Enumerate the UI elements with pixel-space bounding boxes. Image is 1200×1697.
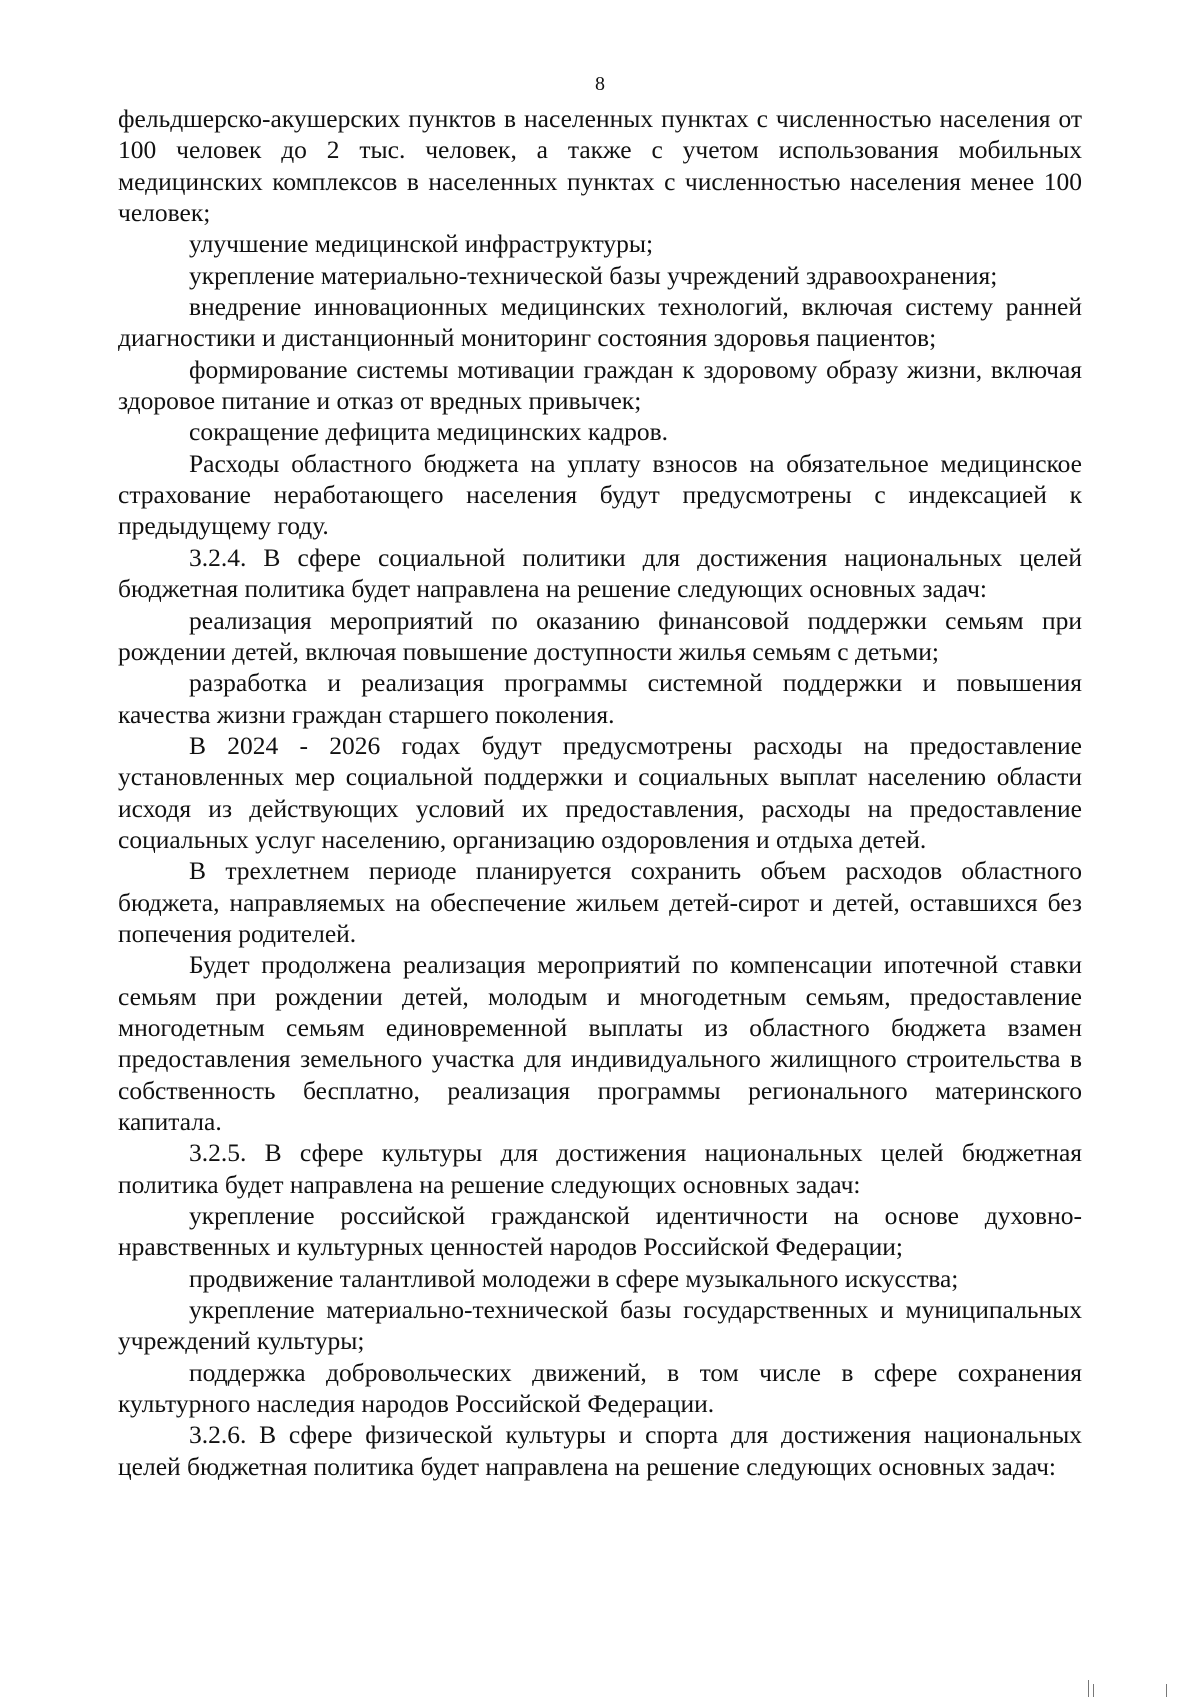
paragraph: реализация мероприятий по оказанию финансовой поддержки семьям при рождении детей, включая повышение доступности жилья семьям с детьми; bbox=[118, 605, 1082, 666]
paragraph: В 2024 - 2026 годах будут предусмотрены расходы на предоставление установленных мер социальной поддержки и социальных выплат населению области исходя из действующих условий их предоставления, расходы на предоставление социальных услуг населению, организацию оздоровления и отдыха детей. bbox=[118, 730, 1082, 854]
paragraph: внедрение инновационных медицинских технологий, включая систему ранней диагностики и дистанционный мониторинг состояния здоровья пациентов; bbox=[118, 292, 1082, 353]
paragraph: фельдшерско-акушерских пунктов в населенных пунктах с численностью населения от 100 человек до 2 тыс. человек, а также с учетом использования мобильных медицинских комплексов в населенных пунктах с численностью населения менее 100 человек; bbox=[118, 104, 1082, 228]
paragraph: укрепление материально-технической базы государственных и муниципальных учреждений культуры; bbox=[118, 1295, 1082, 1356]
paragraph: 3.2.6. В сфере физической культуры и спорта для достижения национальных целей бюджетная политика будет направлена на решение следующих основных задач: bbox=[118, 1420, 1082, 1481]
paragraph: Расходы областного бюджета на уплату взносов на обязательное медицинское страхование неработающего населения будут предусмотрены с индексацией к предыдущему году. bbox=[118, 448, 1082, 541]
paragraph: поддержка добровольческих движений, в том числе в сфере сохранения культурного наследия народов Российской Федерации. bbox=[118, 1357, 1082, 1419]
scan-artifact bbox=[1088, 1680, 1089, 1697]
paragraph: укрепление материально-технической базы учреждений здравоохранения; bbox=[189, 260, 998, 290]
paragraph: сокращение дефицита медицинских кадров. bbox=[189, 417, 669, 447]
paragraph: формирование системы мотивации граждан к здоровому образу жизни, включая здоровое питание и отказ от вредных привычек; bbox=[118, 354, 1082, 416]
paragraph: Будет продолжена реализация мероприятий по компенсации ипотечной ставки семьям при рождении детей, молодым и многодетным семьям, предоставление многодетным семьям единовременной выплаты из областного бюджета взамен предоставления земельного участка для индивидуального жилищного строительства в собственность бесплатно, реализация программы регионального материнского капитала. bbox=[118, 950, 1082, 1136]
paragraph: улучшение медицинской инфраструктуры; bbox=[189, 229, 654, 259]
paragraph: 3.2.4. В сфере социальной политики для достижения национальных целей бюджетная политика будет направлена на решение следующих основных задач: bbox=[118, 542, 1082, 604]
paragraph: укрепление российской гражданской идентичности на основе духовно-нравственных и культурных ценностей народов Российской Федерации; bbox=[118, 1201, 1082, 1262]
paragraph: 3.2.5. В сфере культуры для достижения национальных целей бюджетная политика будет направлена на решение следующих основных задач: bbox=[118, 1138, 1082, 1199]
paragraph: В трехлетнем периоде планируется сохранить объем расходов областного бюджета, направляемых на обеспечение жильем детей-сирот и детей, оставшихся без попечения родителей. bbox=[118, 856, 1082, 948]
scan-artifact bbox=[1166, 1684, 1167, 1697]
page-number: 8 bbox=[595, 73, 605, 95]
paragraph: продвижение талантливой молодежи в сфере музыкального искусства; bbox=[189, 1263, 959, 1293]
document-body bbox=[118, 103, 1082, 1482]
paragraph: разработка и реализация программы системной поддержки и повышения качества жизни граждан старшего поколения. bbox=[118, 668, 1082, 729]
scan-artifact bbox=[1093, 1684, 1094, 1697]
